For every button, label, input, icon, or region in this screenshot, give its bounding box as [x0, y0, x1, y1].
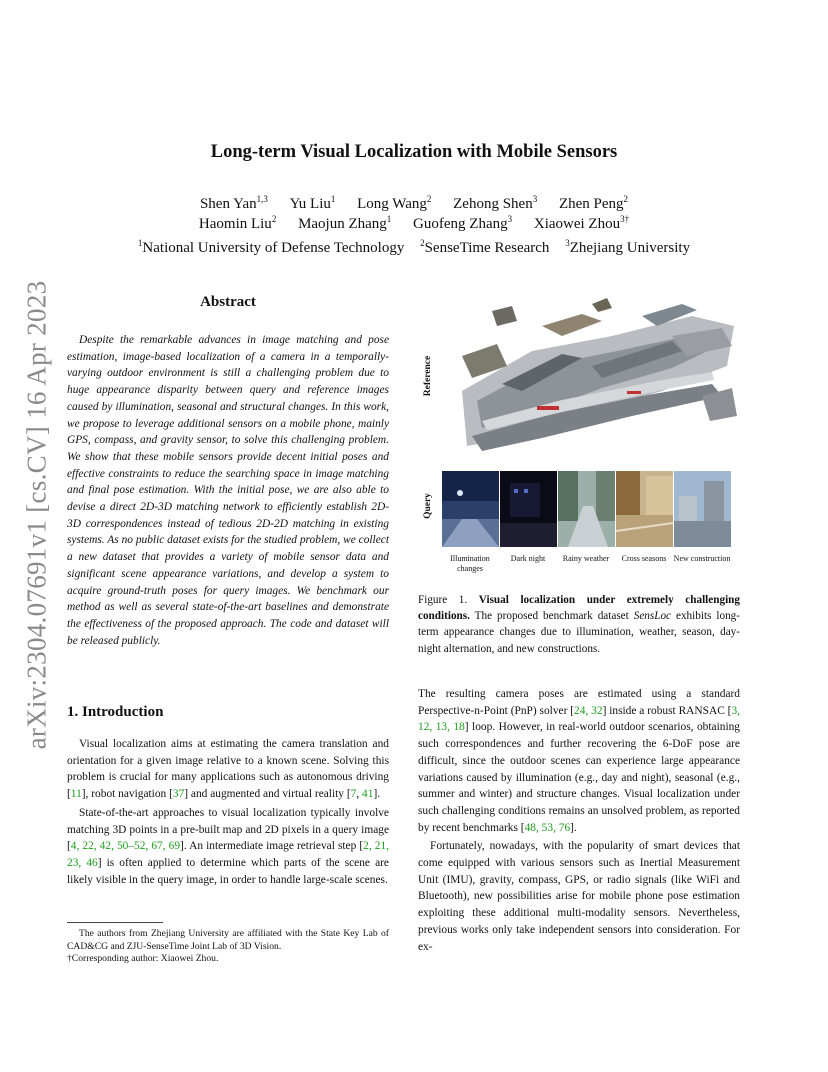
citation-link[interactable]: 11: [70, 788, 82, 801]
author: Xiaowei Zhou$^{3\dagger}$: [533, 214, 630, 232]
citation-link[interactable]: 3, 12, 13, 18: [418, 704, 741, 734]
reference-label: Reference: [423, 355, 433, 397]
section-heading-introduction: 1. Introduction: [67, 704, 164, 720]
query-image-illumination: [442, 471, 499, 547]
affiliations: [0, 238, 828, 257]
citation-link[interactable]: 48, 53, 76: [524, 821, 571, 834]
footnote: [67, 928, 389, 966]
right-column-text: [418, 686, 740, 955]
right-paragraph-1: The resulting camera poses are estimated using a standard Perspective-n-Point (PnP) solver [24, 32] inside a robust RANSAC [3, 12, 13, 18] loop. However, in real-world outdoor scenarios, obtaining such correspondences and further recovering the 6-DoF pose are difficult, since the outdoor scenes can experience large appearance variations caused by illumination (e.g., day and night), seasonal (e.g., summer and winter) and structure changes. Visual localization under such challenging conditions remains an unsolved problem, as reported by recent benchmarks [48, 53, 76].: [418, 688, 741, 834]
authors-line-2: [0, 214, 828, 233]
query-label: Query: [423, 493, 433, 519]
query-image-rainy-weather: [558, 471, 615, 547]
intro-paragraph-1: Visual localization aims at estimating the camera translation and orientation for a given image relative to a known scene. Solving this problem is crucial for many applications such as autonomous driving [11], robot navigation [37] and augmented and virtual reality [7, 41].: [67, 738, 389, 801]
author: Haomin Liu$^2$: [198, 214, 277, 232]
citation-link[interactable]: 4, 22, 42, 50–52, 67, 69: [70, 840, 181, 853]
author: Guofeng Zhang$^3$: [413, 214, 513, 232]
authors-line-1: [0, 194, 828, 213]
intro-column: [67, 736, 389, 888]
footnote-corresponding: †Corresponding author: Xiaowei Zhou.: [67, 953, 219, 964]
query-image-cross-seasons: [616, 471, 673, 547]
query-image-dark-night: [500, 471, 557, 547]
citation-link[interactable]: 7: [350, 788, 357, 801]
query-caption-rainy-weather: Rainy weather: [562, 554, 610, 563]
query-caption-illumination: Illumination changes: [450, 554, 490, 573]
query-caption-dark-night: Dark night: [510, 554, 546, 563]
footnote-affiliation: The authors from Zhejiang University are affiliated with the State Key Lab of CAD&CG and ZJU-SenseTime Joint Lab of 3D Vision.: [67, 928, 389, 952]
abstract-text: Despite the remarkable advances in image matching and pose estimation, image-based localization of a camera in a temporally-varying outdoor environment is still a challenging problem due to huge appearance disparity between query and reference images caused by illumination, seasonal and structural changes. In this work, we propose to leverage additional sensors on a mobile phone, mainly GPS, compass, and gravity sensor, to solve this challenging problem. We show that these mobile sensors provide decent initial poses and effective constraints to reduce the searching space in image matching and final pose estimation. With the initial pose, we are also able to devise a direct 2D-3D matching network to efficiently establish 2D-3D correspondences instead of tedious 2D-2D matching in existing systems. As no public dataset exists for the studied problem, we collect a new dataset that provides a variety of mobile sensor data and significant scene appearance variations, and develop a system to acquire ground-truth poses for query images. We benchmark our method as well as several state-of-the-art baselines and demonstrate the effectiveness of the proposed approach. The code and dataset will be released publicly.: [67, 334, 389, 647]
footnote-rule: [67, 922, 163, 923]
arxiv-stamp: [22, 270, 52, 760]
right-paragraph-2: Fortunately, nowadays, with the popularity of smart devices that come equipped with various sensors such as Inertial Measurement Unit (IMU), gravity, compass, GPS, or radio signals (like WiFi and Bluetooth), new possibilities arise for mobile phone pose estimation exploiting these additional multi-modality sensors. Nevertheless, previous works only take independent sensors into consideration. For ex-: [418, 840, 740, 953]
figure-1-caption: Figure 1. Visual localization under extremely challenging conditions. The proposed benchmark dataset SensLoc exhibits long-term appearance changes due to illumination, weather, season, day-night alternation, and new constructions.: [418, 594, 740, 655]
abstract-heading: Abstract: [200, 294, 256, 310]
query-caption-cross-seasons: Cross seasons: [621, 554, 667, 563]
author: Long Wang$^2$: [357, 194, 432, 212]
affiliation: $^3$Zhejiang University: [565, 238, 691, 256]
citation-link[interactable]: 41: [362, 788, 374, 801]
citation-link[interactable]: 2, 21, 23, 46: [67, 840, 389, 869]
paper-title: Long-term Visual Localization with Mobile Sensors: [210, 142, 618, 162]
author: Zehong Shen$^3$: [453, 194, 538, 212]
citation-link[interactable]: 37: [172, 788, 185, 801]
reference-3d-map-image: [442, 296, 742, 456]
intro-paragraph-2: State-of-the-art approaches to visual localization typically involve matching 3D points in a pre-built map and 2D pixels in a query image [4, 22, 42, 50–52, 67, 69]. An intermediate image retrieval step [2, 21, 23, 46] is often applied to determine which parts of the scene are likely visible in the query image, in order to handle large-scale scenes.: [67, 806, 389, 886]
author: Zhen Peng$^2$: [558, 194, 629, 212]
arxiv-stamp-text: arXiv:2304.07691v1 [cs.CV] 16 Apr 2023: [21, 280, 52, 750]
affiliation: $^1$National University of Defense Technology: [137, 238, 405, 256]
query-image-new-construction: [674, 471, 731, 547]
affiliation: $^2$SenseTime Research: [420, 238, 550, 256]
author: Maojun Zhang$^1$: [298, 214, 392, 232]
figure-1: [420, 296, 740, 574]
author: Shen Yan$^{1,3}$: [199, 194, 268, 212]
author: Yu Liu$^1$: [289, 194, 336, 212]
citation-link[interactable]: 24, 32: [574, 704, 603, 717]
query-caption-new-construction: New construction: [673, 554, 731, 563]
